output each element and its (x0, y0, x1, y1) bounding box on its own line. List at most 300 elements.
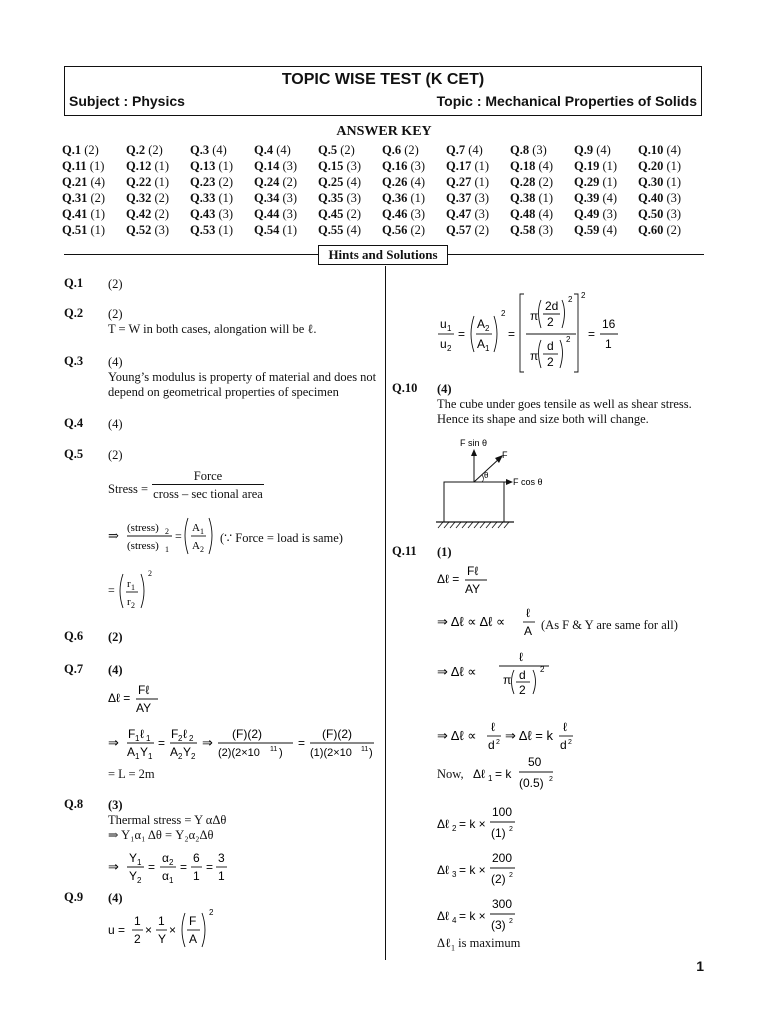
q11-answer: (1) (437, 545, 452, 559)
svg-text:⇒ Δℓ ∝ Δℓ ∝: ⇒ Δℓ ∝ Δℓ ∝ (437, 614, 506, 629)
svg-text:(3): (3) (491, 918, 506, 932)
svg-text:200: 200 (492, 851, 513, 865)
answer-key-question: Q.37 (446, 191, 472, 205)
answer-key-item (62, 222, 126, 238)
svg-text:3: 3 (452, 870, 457, 879)
answer-key-option: (3) (154, 223, 170, 237)
q11-proportional-3 (437, 718, 577, 754)
svg-text:r: r (127, 596, 131, 608)
answer-key-option: (3) (474, 191, 490, 205)
svg-text:2: 2 (209, 908, 214, 917)
answer-key-item (318, 190, 382, 206)
svg-text:=: = (508, 327, 516, 341)
svg-text:(F)(2): (F)(2) (232, 727, 262, 741)
svg-text:⇒: ⇒ (108, 859, 119, 874)
svg-text:11: 11 (361, 746, 369, 753)
answer-key-option: (2) (474, 223, 490, 237)
q11-now: Now, (437, 767, 464, 781)
q11-conclusion: Δℓ$_1$ is maximum (437, 936, 521, 953)
svg-text:= k: = k (495, 767, 512, 781)
svg-text:1: 1 (146, 734, 151, 743)
answer-key-option: (4) (538, 207, 554, 221)
q10-answer: (4) (437, 382, 452, 396)
svg-text:⇒: ⇒ (202, 735, 213, 750)
answer-key-question: Q.36 (382, 191, 408, 205)
q2-text: T = W in both cases, alongation will be ℓ. (108, 322, 317, 336)
answer-key-question: Q.57 (446, 223, 472, 237)
answer-key-item (510, 158, 574, 174)
answer-key-question: Q.4 (254, 143, 274, 157)
answer-key-option: (3) (282, 191, 298, 205)
svg-text:2: 2 (496, 739, 500, 746)
q7-ratio-equation (108, 722, 378, 762)
answer-key-option: (2) (154, 191, 170, 205)
answer-key-item (574, 158, 638, 174)
svg-text:π: π (530, 309, 539, 323)
answer-key-option: (3) (282, 159, 298, 173)
answer-key-item (190, 158, 254, 174)
answer-key-item (254, 158, 318, 174)
q1-answer: (2) (108, 277, 123, 291)
answer-key-question: Q.51 (62, 223, 88, 237)
svg-text:α: α (162, 851, 169, 865)
answer-key-item (254, 190, 318, 206)
q3-line1: Young’s modulus is property of material and does not (108, 370, 377, 384)
answer-key-item (510, 190, 574, 206)
svg-text:1: 1 (200, 527, 204, 536)
svg-text:A: A (477, 317, 486, 331)
q8-line2: ⇒ Y₁α₁ Δθ = Y₂α₂Δθ (108, 828, 214, 842)
svg-text:1: 1 (135, 734, 140, 743)
q10-number: Q.10 (392, 381, 418, 395)
answer-key-question: Q.19 (574, 159, 600, 173)
svg-text:A: A (524, 624, 533, 638)
hints-title: Hints and Solutions (318, 245, 448, 265)
answer-key-item (126, 190, 190, 206)
svg-text:(F)(2): (F)(2) (322, 727, 352, 741)
svg-text:(stress): (stress) (127, 540, 159, 552)
answer-key-option: (2) (154, 207, 170, 221)
answer-key-item (254, 222, 318, 238)
answer-key-option: (2) (218, 175, 234, 189)
svg-text:2: 2 (137, 876, 142, 885)
q10-line2: Hence its shape and size both will change. (437, 412, 649, 426)
answer-key-option: (2) (346, 207, 362, 221)
q5-denominator: cross – sec tional area (153, 487, 263, 501)
answer-key-option: (1) (89, 159, 105, 173)
svg-text:2: 2 (547, 355, 554, 369)
answer-key-option: (3) (666, 207, 682, 221)
svg-text:2: 2 (485, 324, 490, 333)
topic-label: Topic : Mechanical Properties of Solids (436, 93, 697, 109)
answer-key-option: (4) (276, 143, 291, 157)
svg-text:1: 1 (488, 774, 493, 783)
answer-key-option: (1) (474, 159, 490, 173)
answer-key-item (638, 142, 702, 158)
q11-dl3 (437, 848, 547, 888)
q9-ratio-equation (438, 290, 638, 374)
answer-key-item (638, 206, 702, 222)
q4-number: Q.4 (64, 416, 84, 430)
svg-text:Y: Y (129, 851, 138, 865)
svg-text:(1): (1) (491, 826, 506, 840)
svg-text:1: 1 (218, 869, 225, 883)
answer-key-question: Q.11 (62, 159, 87, 173)
svg-text:Y: Y (140, 745, 149, 759)
svg-text:AY: AY (465, 582, 481, 596)
q7-number: Q.7 (64, 662, 84, 676)
column-divider (385, 266, 386, 960)
answer-key-question: Q.49 (574, 207, 600, 221)
svg-text:π: π (530, 349, 539, 363)
svg-text:300: 300 (492, 897, 513, 911)
svg-text:ℓ: ℓ (491, 720, 495, 734)
answer-key-item (574, 206, 638, 222)
q5-ratio-equation (108, 512, 228, 558)
answer-key-option: (1) (90, 223, 106, 237)
svg-text:2: 2 (134, 932, 141, 946)
answer-key-item (638, 174, 702, 190)
q11-formula (437, 561, 497, 597)
answer-key-item (446, 222, 510, 238)
hints-rule-left (64, 254, 318, 255)
svg-text:2: 2 (189, 734, 194, 743)
answer-key-option: (1) (602, 175, 618, 189)
q7-delta-l-formula (108, 680, 168, 716)
answer-key-question: Q.14 (254, 159, 280, 173)
svg-text:(2)(2×10: (2)(2×10 (218, 747, 260, 759)
answer-key-item (318, 174, 382, 190)
q9-energy-formula (108, 906, 218, 950)
answer-key-item (510, 174, 574, 190)
svg-text:u =: u = (108, 923, 126, 937)
answer-key-option: (4) (602, 191, 618, 205)
answer-key-question: Q.10 (638, 143, 664, 157)
svg-text:Fℓ: Fℓ (467, 564, 479, 578)
svg-text:A: A (170, 745, 179, 759)
answer-key-item (574, 190, 638, 206)
svg-text:F: F (171, 727, 179, 741)
answer-key-question: Q.55 (318, 223, 344, 237)
q1-number: Q.1 (64, 276, 84, 290)
q11-note: (As F & Y are same for all) (541, 618, 678, 632)
answer-key-option: (2) (90, 191, 106, 205)
svg-text:×: × (145, 923, 153, 937)
answer-key-item (318, 206, 382, 222)
answer-key-question: Q.39 (574, 191, 600, 205)
svg-text:2d: 2d (545, 299, 559, 313)
svg-text:ℓ: ℓ (183, 727, 187, 741)
answer-key-item (446, 206, 510, 222)
answer-key-question: Q.53 (190, 223, 216, 237)
fig-f-label: F (502, 450, 508, 460)
svg-text:Δℓ: Δℓ (437, 863, 449, 877)
svg-text:11: 11 (270, 746, 278, 753)
svg-text:2: 2 (566, 335, 571, 344)
answer-key-question: Q.5 (318, 143, 338, 157)
answer-key-item (446, 174, 510, 190)
svg-text:α: α (162, 869, 169, 883)
svg-text:): ) (369, 747, 373, 759)
svg-text:Fℓ: Fℓ (138, 683, 150, 697)
answer-key-question: Q.6 (382, 143, 402, 157)
answer-key-item (382, 142, 446, 158)
svg-text:ℓ: ℓ (140, 727, 144, 741)
svg-text:(1)(2×10: (1)(2×10 (310, 747, 352, 759)
answer-key-item (126, 222, 190, 238)
answer-key-question: Q.2 (126, 143, 146, 157)
q11-dl4 (437, 894, 547, 934)
answer-key-question: Q.16 (382, 159, 408, 173)
svg-text:Δℓ: Δℓ (437, 817, 449, 831)
answer-key-question: Q.27 (446, 175, 472, 189)
answer-key-item (190, 174, 254, 190)
svg-text:u: u (440, 337, 447, 351)
q5-note: (∵ Force = load is same) (220, 531, 343, 545)
svg-text:F: F (128, 727, 136, 741)
svg-text:ℓ: ℓ (526, 606, 530, 620)
answer-key-option: (4) (468, 143, 483, 157)
answer-key-item (126, 206, 190, 222)
answer-key-option: (1) (410, 191, 426, 205)
q11-number: Q.11 (392, 544, 417, 558)
answer-key-item (638, 190, 702, 206)
svg-text:=: = (158, 736, 166, 750)
answer-key-option: (1) (602, 159, 618, 173)
q5-stress-label: Stress = (108, 482, 149, 496)
answer-key-item (190, 206, 254, 222)
answer-key-question: Q.18 (510, 159, 536, 173)
svg-text:2: 2 (519, 683, 526, 696)
svg-text:⇒ Δℓ ∝: ⇒ Δℓ ∝ (437, 664, 477, 679)
svg-text:2: 2 (581, 291, 586, 300)
answer-key-option: (1) (666, 159, 682, 173)
q5-radius-equation (108, 566, 168, 612)
q10-line1: The cube under goes tensile as well as shear stress. (437, 397, 692, 411)
answer-key-item (62, 142, 126, 158)
svg-text:u: u (440, 317, 447, 331)
answer-key-option: (2) (148, 143, 163, 157)
answer-key-option: (3) (538, 223, 554, 237)
svg-text:2: 2 (509, 918, 513, 925)
answer-key-question: Q.42 (126, 207, 152, 221)
svg-text:100: 100 (492, 805, 513, 819)
q9-answer: (4) (108, 891, 123, 905)
svg-text:1: 1 (485, 344, 490, 353)
svg-text:=: = (298, 736, 306, 750)
answer-key-item (126, 158, 190, 174)
svg-text:ℓ: ℓ (519, 650, 523, 664)
q2-number: Q.2 (64, 306, 84, 320)
answer-key-option: (2) (666, 223, 682, 237)
svg-text:=: = (588, 327, 596, 341)
answer-key-item (62, 206, 126, 222)
svg-text:⇒ Δℓ = k: ⇒ Δℓ = k (505, 728, 553, 743)
svg-text:(stress): (stress) (127, 522, 159, 534)
q2-answer: (2) (108, 307, 123, 321)
svg-text:= k ×: = k × (459, 817, 486, 831)
svg-text:2: 2 (501, 309, 506, 318)
svg-text:A: A (189, 932, 198, 946)
svg-text:2: 2 (549, 776, 553, 783)
svg-text:3: 3 (218, 851, 225, 865)
answer-key-question: Q.58 (510, 223, 536, 237)
hints-rule-right (448, 254, 704, 255)
answer-key-question: Q.20 (638, 159, 664, 173)
answer-key-option: (4) (346, 223, 362, 237)
answer-key-item (510, 222, 574, 238)
answer-key-question: Q.52 (126, 223, 152, 237)
answer-key-question: Q.15 (318, 159, 344, 173)
svg-text:2: 2 (200, 545, 204, 554)
answer-key-question: Q.34 (254, 191, 280, 205)
svg-text:(0.5): (0.5) (519, 776, 544, 790)
svg-text:1: 1 (137, 858, 142, 867)
svg-text:d: d (560, 738, 567, 752)
answer-key-item (574, 174, 638, 190)
answer-key-item (446, 142, 510, 158)
answer-key-question: Q.8 (510, 143, 530, 157)
answer-key-question: Q.9 (574, 143, 594, 157)
answer-key-question: Q.32 (126, 191, 152, 205)
answer-key-question: Q.12 (126, 159, 152, 173)
svg-text:d: d (519, 668, 526, 682)
answer-key-option: (3) (346, 159, 362, 173)
svg-text:1: 1 (605, 337, 612, 351)
answer-key-question: Q.45 (318, 207, 344, 221)
fig-fcos-label: F cos θ (513, 477, 543, 487)
svg-text:2: 2 (169, 858, 174, 867)
answer-key-item (254, 206, 318, 222)
answer-key-question: Q.23 (190, 175, 216, 189)
answer-key-option: (1) (538, 191, 554, 205)
svg-text:A: A (127, 745, 136, 759)
q3-answer: (4) (108, 355, 123, 369)
answer-key-item (638, 158, 702, 174)
answer-key-option: (1) (90, 207, 106, 221)
svg-text:=: = (148, 860, 156, 874)
answer-key-question: Q.24 (254, 175, 280, 189)
svg-text:16: 16 (602, 317, 616, 331)
answer-key-item (446, 190, 510, 206)
answer-key-option: (1) (218, 159, 234, 173)
answer-key-option: (3) (532, 143, 547, 157)
answer-key-option: (2) (84, 143, 99, 157)
answer-key-option: (2) (340, 143, 355, 157)
answer-key-item (318, 142, 382, 158)
svg-text:⇒ Δℓ ∝: ⇒ Δℓ ∝ (437, 728, 477, 743)
answer-key-option: (3) (474, 207, 490, 221)
answer-key-option: (4) (212, 143, 227, 157)
svg-text:F: F (189, 914, 197, 928)
answer-key-item (254, 174, 318, 190)
answer-key-question: Q.38 (510, 191, 536, 205)
answer-key-question: Q.21 (62, 175, 88, 189)
answer-key-option: (2) (538, 175, 554, 189)
answer-key-question: Q.54 (254, 223, 280, 237)
answer-key-item (510, 206, 574, 222)
answer-key-option: (4) (346, 175, 362, 189)
answer-key-question: Q.30 (638, 175, 664, 189)
svg-text:1: 1 (148, 752, 153, 761)
svg-text:2: 2 (191, 752, 196, 761)
subject-label: Subject : Physics (69, 93, 185, 109)
answer-key-item (382, 174, 446, 190)
svg-text:1: 1 (131, 583, 135, 592)
svg-text:Δℓ: Δℓ (437, 909, 449, 923)
svg-text:=: = (108, 583, 115, 597)
answer-key-question: Q.17 (446, 159, 472, 173)
answer-key-question: Q.59 (574, 223, 600, 237)
answer-key-item (190, 142, 254, 158)
svg-text:2: 2 (547, 315, 554, 329)
answer-key-option: (3) (346, 191, 362, 205)
test-title: TOPIC WISE TEST (K CET) (281, 71, 485, 88)
q8-ratio-equation (108, 846, 228, 886)
answer-key-item (62, 158, 126, 174)
answer-key-option: (3) (410, 159, 426, 173)
svg-text:Y: Y (183, 745, 192, 759)
answer-key-item (638, 222, 702, 238)
answer-key-item (382, 206, 446, 222)
answer-key-question: Q.56 (382, 223, 408, 237)
svg-text:6: 6 (193, 851, 200, 865)
svg-text:2: 2 (452, 824, 457, 833)
answer-key-item (318, 222, 382, 238)
svg-text:2: 2 (540, 665, 545, 674)
svg-text:= k ×: = k × (459, 863, 486, 877)
svg-text:): ) (279, 747, 283, 759)
answer-key-item (382, 222, 446, 238)
answer-key-item (510, 142, 574, 158)
answer-key-question: Q.60 (638, 223, 664, 237)
q7-answer: (4) (108, 663, 123, 677)
answer-key-option: (2) (404, 143, 419, 157)
svg-text:2: 2 (131, 601, 135, 610)
svg-text:A: A (192, 540, 200, 552)
svg-text:=: = (458, 327, 466, 341)
q11-proportional-2 (437, 648, 557, 696)
svg-text:Y: Y (158, 932, 167, 946)
answer-key-option: (1) (218, 191, 234, 205)
svg-text:1: 1 (158, 914, 165, 928)
answer-key-question: Q.46 (382, 207, 408, 221)
fig-fsin-label: F sin θ (460, 438, 488, 448)
answer-key-option: (1) (282, 223, 298, 237)
answer-key-option: (1) (474, 175, 490, 189)
svg-text:2: 2 (148, 569, 152, 578)
svg-text:Δℓ =: Δℓ = (437, 572, 460, 586)
q7-result: = L = 2m (108, 767, 155, 781)
svg-text:1: 1 (134, 914, 141, 928)
answer-key-question: Q.50 (638, 207, 664, 221)
svg-text:1: 1 (135, 752, 140, 761)
answer-key-title: ANSWER KEY (336, 124, 432, 139)
answer-key-question: Q.26 (382, 175, 408, 189)
svg-text:(2): (2) (491, 872, 506, 886)
q11-proportional-1 (437, 604, 547, 640)
answer-key-item (126, 174, 190, 190)
svg-text:2: 2 (165, 527, 169, 536)
answer-key-item (190, 222, 254, 238)
answer-key-option: (4) (90, 175, 106, 189)
answer-key-question: Q.35 (318, 191, 344, 205)
svg-text:= k ×: = k × (459, 909, 486, 923)
answer-key-grid (62, 142, 712, 238)
header-box (64, 66, 702, 116)
svg-text:4: 4 (452, 916, 457, 925)
answer-key-item (574, 222, 638, 238)
